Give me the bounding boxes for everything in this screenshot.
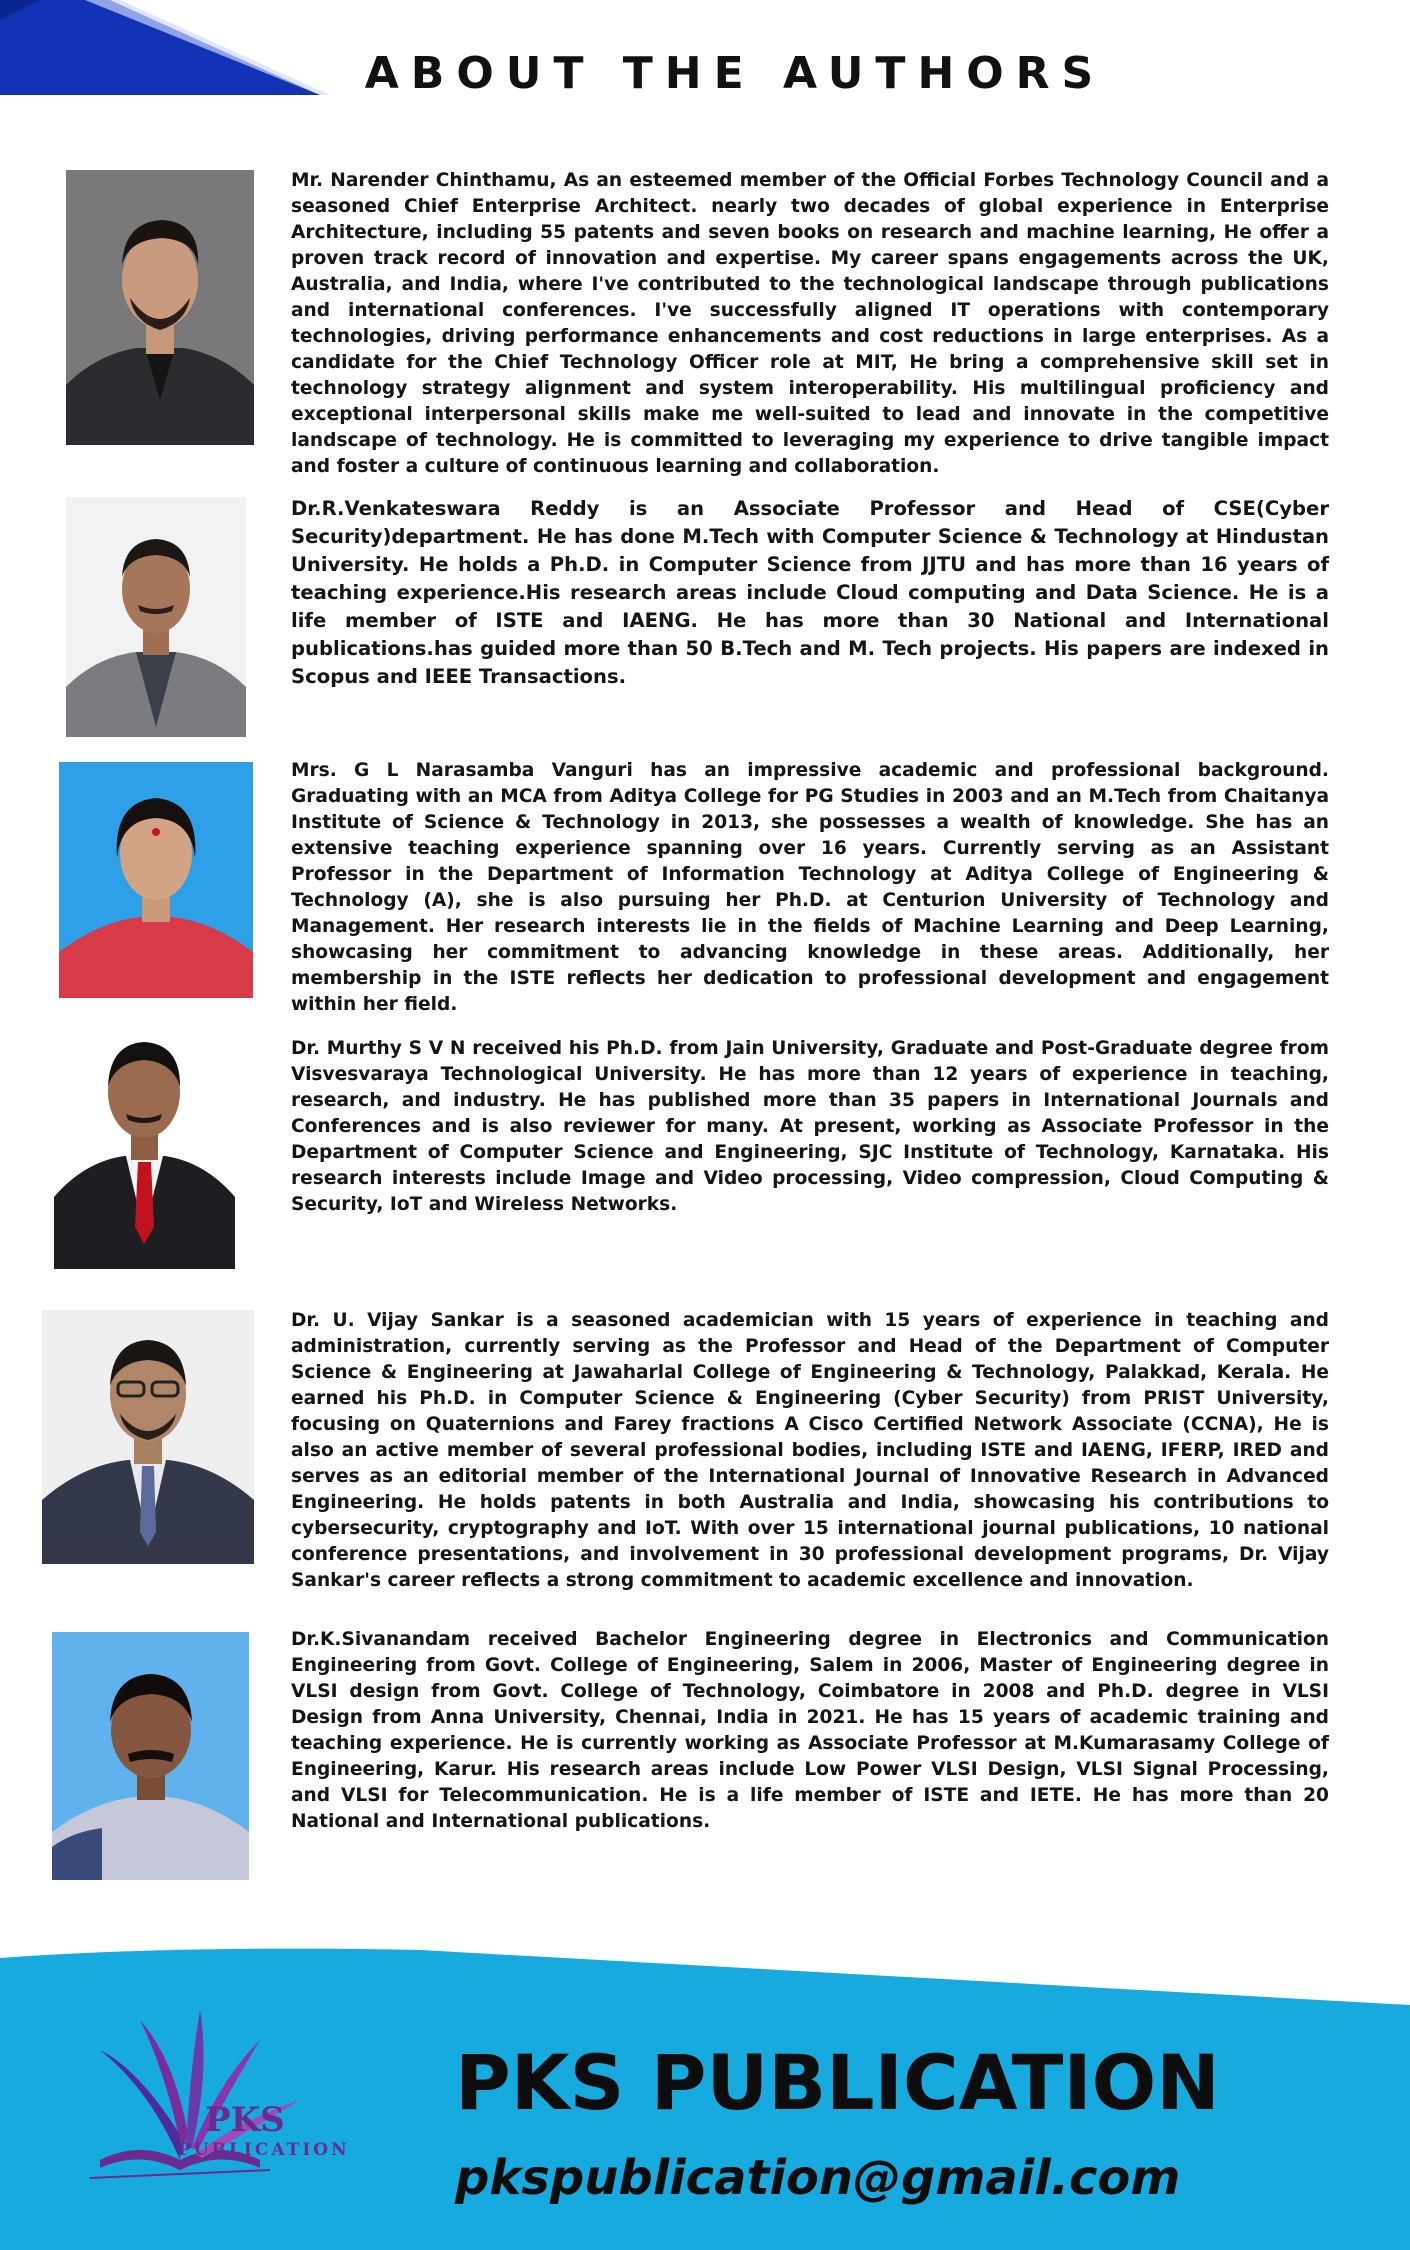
author-bio-6: Dr.K.Sivanandam received Bachelor Engineering degree in Electronics and Communication Engineering from Govt. College of Engineering, Salem in 2006, Master of Engineering degree in VLSI design from Govt. College of Technology, Coimbatore in 2008 and Ph.D. degree in VLSI Design from Anna University, Chennai, India in 2021. He has 15 years of academic training and teaching experience. He is currently working as Associate Professor at M.Kumarasamy College of Engineering, Karur. His research areas include Low Power VLSI Design, VLSI Signal Processing, and VLSI for Telecommunication. He is a life member of ISTE and IETE. He has more than 20 National and International publications. bbox=[291, 1629, 1329, 1832]
author-bio-1: Mr. Narender Chinthamu, As an esteemed member of the Official Forbes Technology Council and a seasoned Chief Enterprise Architect. nearly two decades of global experience in Enterprise Architecture, including 55 patents and seven books on research and machine learning, He offer a proven track record of innovation and expertise. My career spans engagements across the UK, Australia, and India, where I've contributed to the technological landscape through publications and international conferences. I've successfully aligned IT operations with contemporary technologies, driving performance enhancements and cost reductions in large enterprises. As a candidate for the Chief Technology Officer role at MIT, He bring a comprehensive skill set in technology strategy alignment and system interoperability. His multilingual proficiency and exceptional interpersonal skills make me well-suited to lead and innovate in the competitive landscape of technology. He is committed to leveraging my experience to drive tangible impact and foster a culture of continuous learning and collaboration. bbox=[291, 170, 1329, 477]
publisher-email[interactable]: pkspublication@gmail.com bbox=[455, 2150, 1181, 2206]
author-bio-2: Dr.R.Venkateswara Reddy is an Associate Professor and Head of CSE(Cyber Security)department. He has done M.Tech with Computer Science & Technology at Hindustan University. He holds a Ph.D. in Computer Science from JJTU and has more than 16 years of teaching experience.His research areas include Cloud computing and Data Science. He is a life member of ISTE and IAENG. He has more than 30 National and International publications.has guided more than 50 B.Tech and M. Tech projects. His papers are indexed in Scopus and IEEE Transactions. bbox=[291, 497, 1329, 688]
author-photo-4 bbox=[54, 1022, 235, 1269]
logo-name: PKS bbox=[205, 2100, 285, 2140]
author-bio-5: Dr. U. Vijay Sankar is a seasoned academician with 15 years of experience in teaching and administration, currently serving as the Professor and Head of the Department of Computer Science & Engineering at Jawaharlal College of Engineering & Technology, Palakkad, Kerala. He earned his Ph.D. in Computer Science & Engineering (Cyber Security) from PRIST University, focusing on Quaternions and Farey fractions A Cisco Certified Network Associate (CCNA), He is also an active member of several professional bodies, including ISTE and IAENG, IFERP, IRED and serves as an editorial member of the International Journal of Innovative Research in Advanced Engineering. He holds patents in both Australia and India, showcasing his contributions to cybersecurity, cryptography and IoT. With over 15 international journal publications, 10 national conference presentations, and involvement in 30 professional development programs, Dr. Vijay Sankar's career reflects a strong commitment to academic excellence and innovation. bbox=[291, 1310, 1329, 1591]
author-photo-6 bbox=[52, 1632, 249, 1880]
portrait-icon bbox=[59, 762, 253, 998]
author-photo-1 bbox=[66, 170, 254, 445]
page-title: ABOUT THE AUTHORS bbox=[364, 48, 1106, 99]
logo-subtitle: PUBLICATION bbox=[178, 2140, 350, 2160]
author-photo-3 bbox=[59, 762, 253, 998]
author-photo-2 bbox=[66, 497, 246, 737]
author-bio-4: Dr. Murthy S V N received his Ph.D. from Jain University, Graduate and Post-Graduate degree from Visvesvaraya Technological University. He has more than 12 years of experience in teaching, research, and industry. He has published more than 35 papers in International Journals and Conferences and is also reviewer for many. At present, working as Associate Professor in the Department of Computer Science and Engineering, SJC Institute of Technology, Karnataka. His research interests include Image and Video processing, Video compression, Cloud Computing & Security, IoT and Wireless Networks. bbox=[291, 1038, 1329, 1215]
publisher-name: PKS PUBLICATION bbox=[455, 2038, 1220, 2127]
portrait-icon bbox=[54, 1022, 235, 1269]
portrait-icon bbox=[42, 1310, 254, 1564]
author-bio-3: Mrs. G L Narasamba Vanguri has an impressive academic and professional background. Graduating with an MCA from Aditya College for PG Studies in 2003 and an M.Tech from Chaitanya Institute of Science & Technology in 2013, she possesses a wealth of knowledge. She has an extensive teaching experience spanning over 16 years. Currently serving as an Assistant Professor in the Department of Information Technology at Aditya College of Engineering & Technology (A), she is also pursuing her Ph.D. at Centurion University of Technology and Management. Her research interests lie in the fields of Machine Learning and Deep Learning, showcasing her commitment to advancing knowledge in these areas. Additionally, her membership in the ISTE reflects her dedication to professional development and engagement within her field. bbox=[291, 760, 1329, 1015]
portrait-icon bbox=[52, 1632, 249, 1880]
portrait-icon bbox=[66, 170, 254, 445]
author-photo-5 bbox=[42, 1310, 254, 1564]
portrait-icon bbox=[66, 497, 246, 737]
